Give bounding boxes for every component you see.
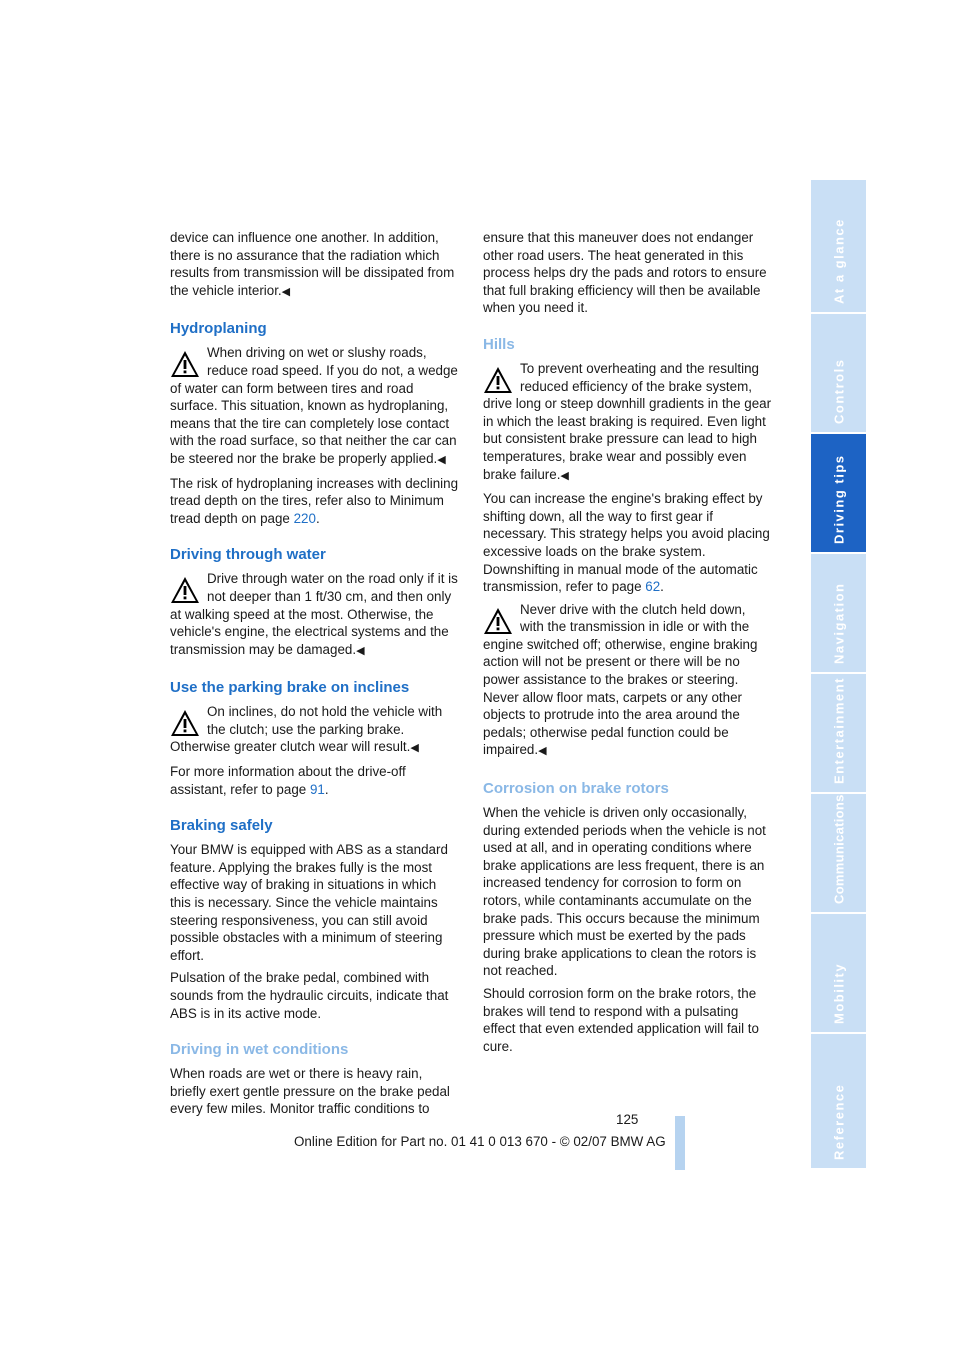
- tab-mobility[interactable]: [811, 914, 866, 1032]
- paragraph-text: You can increase the engine's braking effect by shifting down, all the way to first gear if necessary. This strategy helps you avoid placing excessive loads on the brake system. Downshifting in manual mode of the automatic transmission, refer to page: [483, 491, 770, 595]
- heading-wet-conditions: Driving in wet conditions: [170, 1041, 349, 1059]
- tab-entertainment[interactable]: [811, 674, 866, 792]
- footer: Online Edition for Part no. 01 41 0 013 670 - © 02/07 BMW AG: [294, 1134, 666, 1149]
- warning-text: Drive through water on the road only if it is not deeper than 1 ft/30 cm, and then only at walking speed at the most. Otherwise, the vehicle's engine, the electrical systems and the transmission may be damaged.: [170, 571, 458, 657]
- tab-reference[interactable]: [811, 1034, 866, 1168]
- intro-text: device can influence one another. In addition, there is no assurance that the radiation which results from transmission will be dissipated from the vehicle interior.: [170, 230, 455, 298]
- tab-label: Entertainment: [831, 677, 846, 784]
- paragraph-text: For more information about the drive-off assistant, refer to page: [170, 764, 406, 797]
- tab-communications[interactable]: [811, 794, 866, 912]
- end-mark-icon: ◀: [437, 453, 446, 466]
- parking-paragraph: [170, 763, 460, 798]
- page-link-62[interactable]: 62: [645, 579, 661, 595]
- end-mark-icon: ◀: [560, 469, 569, 482]
- end-mark-icon: ◀: [356, 644, 365, 657]
- heading-corrosion: Corrosion on brake rotors: [483, 780, 669, 798]
- warning-text: Never drive with the clutch held down, with the transmission in idle or with the engine switched off; otherwise, engine braking action will not be present or there will be no power assistance to the brakes or steering. Never allow floor mats, carpets or any other objects to protrude into the area around the pedals; otherwise pedal function could be impaired.: [483, 601, 758, 758]
- chapter-tabs: [811, 180, 866, 1168]
- warning-water: [170, 570, 460, 660]
- heading-hydroplaning: Hydroplaning: [170, 320, 267, 338]
- corrosion-paragraph-2: Should corrosion form on the brake rotors, the brakes will tend to respond with a pulsating effect that even extended application will fail to cure.: [483, 985, 759, 1054]
- tab-label: Mobility: [831, 962, 846, 1024]
- warning-triangle-icon: [483, 606, 513, 636]
- warning-triangle-icon: [483, 365, 513, 395]
- period: .: [324, 781, 329, 797]
- page-number: 125: [616, 1112, 639, 1127]
- page-link-91[interactable]: 91: [309, 781, 325, 797]
- end-mark-icon: ◀: [538, 745, 547, 758]
- intro-paragraph: [170, 229, 460, 301]
- period: .: [315, 510, 320, 526]
- tab-driving-tips[interactable]: [811, 434, 866, 552]
- warning-text: On inclines, do not hold the vehicle with the clutch; use the parking brake. Otherwise greater clutch wear will result.: [170, 704, 443, 755]
- right-column: [483, 229, 773, 1060]
- tab-navigation[interactable]: [811, 554, 866, 672]
- tab-label: At a glance: [831, 218, 846, 304]
- hills-paragraph: [483, 490, 773, 596]
- warning-text: When driving on wet or slushy roads, reduce road speed. If you do not, a wedge of water can form between tires and road surface. This situation, known as hydroplaning, means that the tire can completely lose contact with the road surface, so that neither the car can be steered nor the brake be properly applied.: [170, 345, 458, 466]
- period: .: [660, 579, 664, 595]
- paragraph-text: The risk of hydroplaning increases with declining tread depth on the tires, refer also to Minimum tread depth on page: [170, 475, 459, 526]
- braking-paragraph-2: Pulsation of the brake pedal, combined with sounds from the hydraulic circuits, indicate that ABS is in its active mode.: [170, 970, 449, 1021]
- warning-triangle-icon: [170, 575, 200, 605]
- right-intro-paragraph: ensure that this maneuver does not endanger other road users. The heat generated in this process helps dry the pads and rotors to ensure that full braking efficiency will then be available when you need it.: [483, 230, 767, 316]
- heading-driving-through-water: Driving through water: [170, 546, 326, 564]
- end-mark-icon: ◀: [410, 742, 419, 755]
- warning-text: To prevent overheating and the resulting reduced efficiency of the brake system, drive long or steep downhill gradients in the gear in which the least braking is required. Even light but consistent brake pressure can lead to high temperatures, brake wear and possibly even brake failure.: [483, 360, 772, 482]
- tab-label: Navigation: [831, 582, 846, 664]
- tab-label: Reference: [831, 1083, 846, 1160]
- heading-parking-brake: Use the parking brake on inclines: [170, 679, 410, 697]
- page-link-220[interactable]: 220: [293, 510, 316, 526]
- end-mark-icon: ◀: [281, 285, 291, 298]
- hydroplaning-paragraph: [170, 475, 460, 528]
- tab-label: Driving tips: [831, 454, 846, 544]
- warning-parking: [170, 703, 460, 758]
- tab-label: Communications: [831, 794, 846, 904]
- wet-paragraph: When roads are wet or there is heavy rain, briefly exert gentle pressure on the brake pedal every few miles. Monitor traffic conditions to: [170, 1066, 450, 1117]
- tab-label: Controls: [831, 358, 846, 424]
- corrosion-paragraph-1: When the vehicle is driven only occasionally, during extended periods when the vehicle is not used at all, and in operating conditions where brake applications are less frequent, there is an increased tendency for corrosion to form on rotors, while contaminants accumulate on the brake pads. This occurs because the minimum pressure which must be exerted by the pads during brake applications to clean the rotors is not reached.: [483, 805, 766, 979]
- braking-paragraph-1: Your BMW is equipped with ABS as a standard feature. Applying the brakes fully is the most effective way of braking in situations in which this is necessary. Since the vehicle maintains steering responsiveness, you can still avoid possible obstacles with a minimum of steering effort.: [170, 842, 448, 963]
- tab-at-a-glance[interactable]: [811, 180, 866, 312]
- warning-hills: [483, 360, 773, 485]
- heading-hills: Hills: [483, 335, 515, 353]
- warning-triangle-icon: [170, 349, 200, 379]
- warning-triangle-icon: [170, 708, 200, 738]
- warning-hydroplaning: [170, 344, 460, 469]
- heading-braking-safely: Braking safely: [170, 817, 273, 835]
- warning-clutch: [483, 601, 773, 761]
- left-column: [170, 229, 460, 1123]
- page-marker-bar: [675, 1116, 685, 1170]
- tab-controls[interactable]: [811, 314, 866, 432]
